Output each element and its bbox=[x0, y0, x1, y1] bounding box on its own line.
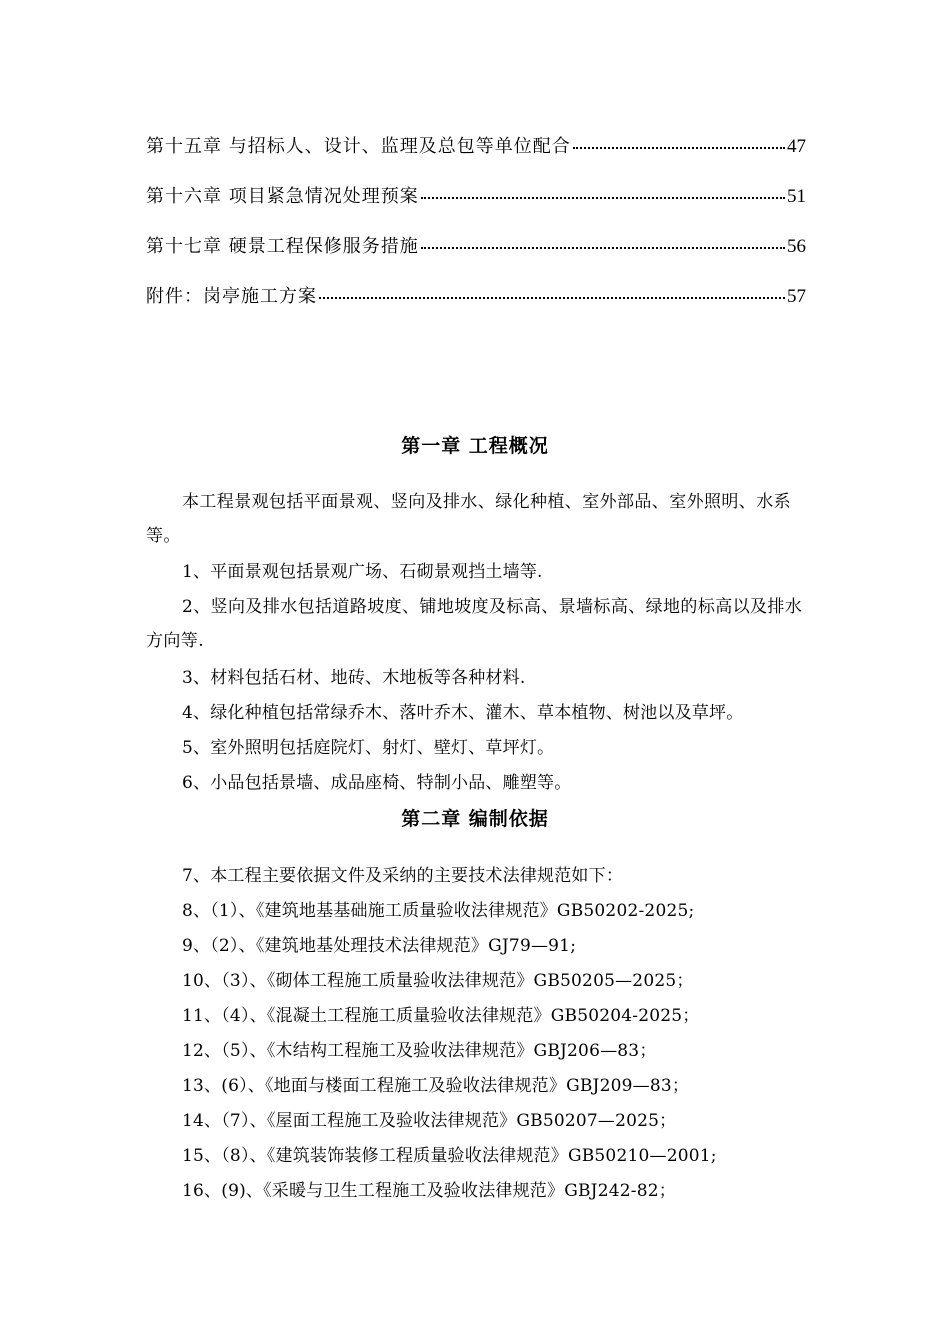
toc-entry-page: 57 bbox=[787, 286, 806, 307]
chapter-two-item: 9、（2）、《建筑地基处理技术法律规范》GJ79—91; bbox=[182, 936, 577, 956]
chapter-one-item: 5、室外照明包括庭院灯、射灯、壁灯、草坪灯。 bbox=[182, 738, 555, 758]
chapter-one-item: 2、竖向及排水包括道路坡度、铺地坡度及标高、景墙标高、绿地的标高以及排水方向等. bbox=[146, 597, 803, 651]
chapter-two-item: 16、(9)、《采暖与卫生工程施工及验收法律规范》GBJ242-82； bbox=[182, 1181, 676, 1201]
toc-entry-page: 47 bbox=[787, 136, 806, 157]
chapter-two-item: 15、（8）、《建筑装饰装修工程质量验收法律规范》GB50210—2001; bbox=[182, 1146, 717, 1166]
table-of-contents bbox=[146, 132, 806, 332]
toc-entry-title: 第十五章 与招标人、设计、监理及总包等单位配合 bbox=[146, 136, 571, 157]
chapter-two-item: 8、（1）、《建筑地基基础施工质量验收法律规范》GB50202-2025; bbox=[182, 901, 695, 921]
toc-entry[interactable] bbox=[146, 182, 806, 232]
chapter-two-item: 13、(6）、《地面与楼面工程施工及验收法律规范》GBJ209—83； bbox=[182, 1076, 690, 1096]
toc-entry[interactable] bbox=[146, 232, 806, 282]
chapter-one-item: 6、小品包括景墙、成品座椅、特制小品、雕塑等。 bbox=[182, 773, 572, 793]
chapter-two-item: 10、（3）、《砌体工程施工质量验收法律规范》GB50205—2025； bbox=[182, 971, 694, 991]
toc-leader-dots bbox=[319, 297, 785, 299]
toc-entry-page: 56 bbox=[787, 236, 806, 257]
toc-entry[interactable] bbox=[146, 132, 806, 182]
toc-entry-page: 51 bbox=[787, 186, 806, 207]
toc-leader-dots bbox=[573, 147, 785, 149]
toc-entry-title: 第十七章 硬景工程保修服务措施 bbox=[146, 236, 419, 257]
toc-entry-title: 第十六章 项目紧急情况处理预案 bbox=[146, 186, 419, 207]
chapter-one-heading: 第一章 工程概况 bbox=[401, 435, 549, 457]
chapter-two-heading: 第二章 编制依据 bbox=[401, 808, 549, 830]
toc-entry[interactable] bbox=[146, 282, 806, 332]
chapter-two-item: 7、本工程主要依据文件及采纳的主要技术法律规范如下： bbox=[182, 866, 624, 886]
chapter-two-item: 14、（7）、《屋面工程施工及验收法律规范》GB50207—2025； bbox=[182, 1111, 677, 1131]
chapter-two-item: 12、（5）、《木结构工程施工及验收法律规范》GBJ206—83； bbox=[182, 1041, 657, 1061]
chapter-one-item: 4、绿化种植包括常绿乔木、落叶乔木、灌木、草本植物、树池以及草坪。 bbox=[182, 703, 744, 723]
chapter-two-item: 11、（4）、《混凝土工程施工质量验收法律规范》GB50204-2025； bbox=[182, 1006, 700, 1026]
chapter-one-item: 3、材料包括石材、地砖、木地板等各种材料. bbox=[182, 668, 526, 688]
toc-entry-title: 附件：岗亭施工方案 bbox=[146, 286, 317, 307]
toc-leader-dots bbox=[421, 197, 785, 199]
toc-leader-dots bbox=[421, 247, 785, 249]
chapter-one-item: 1、平面景观包括景观广场、石砌景观挡土墙等. bbox=[182, 562, 543, 582]
chapter-one-intro: 本工程景观包括平面景观、竖向及排水、绿化种植、室外部品、室外照明、水系等。 bbox=[146, 492, 791, 546]
